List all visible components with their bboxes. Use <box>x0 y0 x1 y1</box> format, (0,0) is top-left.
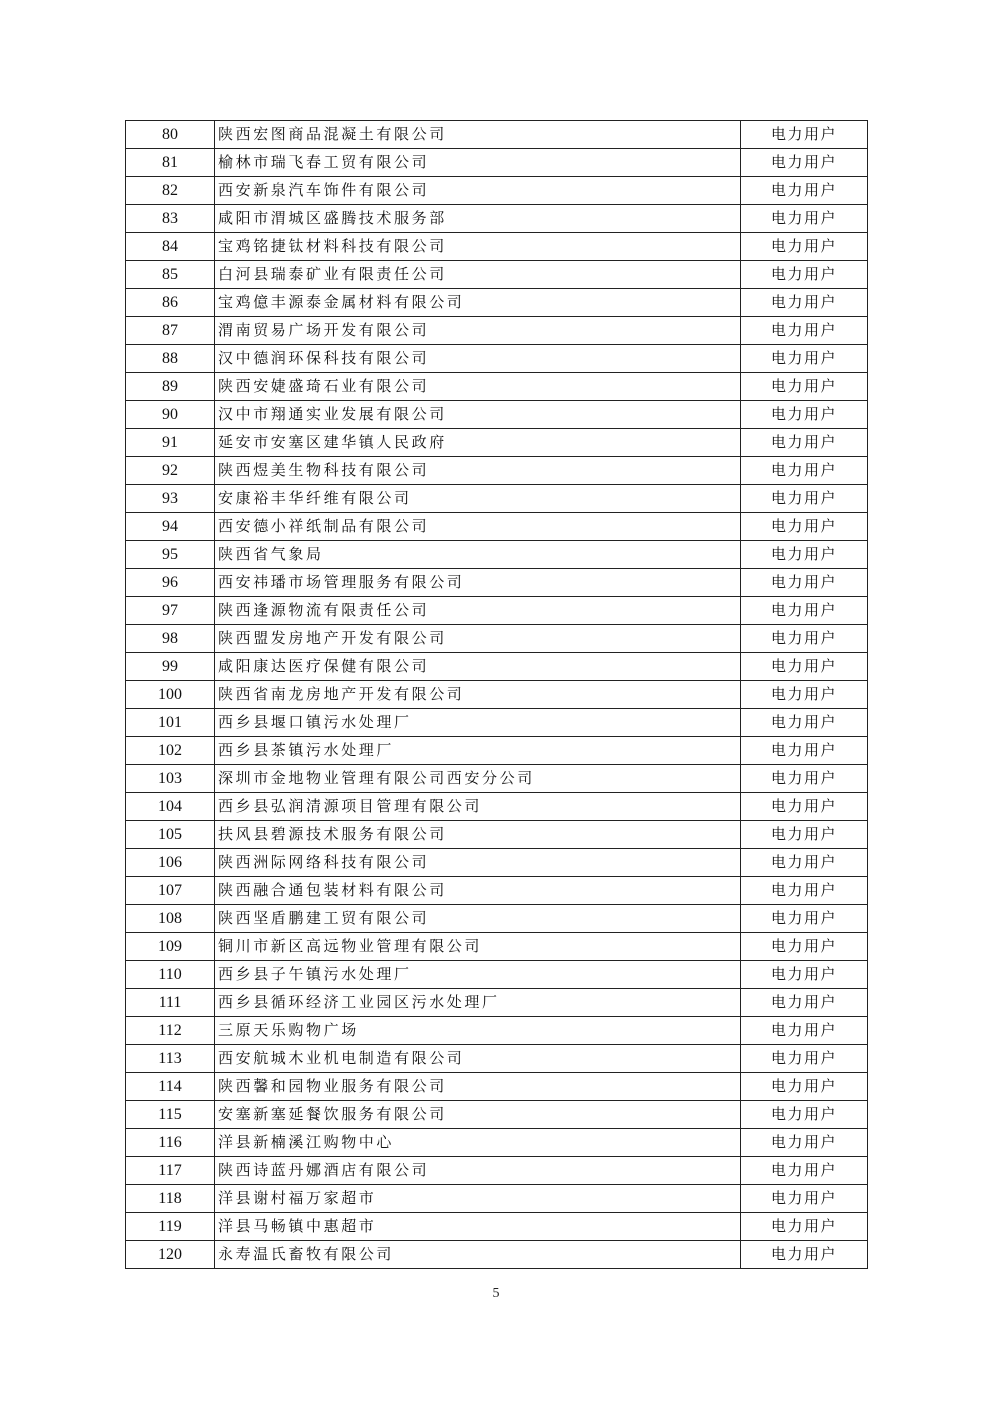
row-number-cell: 98 <box>126 625 215 653</box>
company-name-cell: 汉中市翔通实业发展有限公司 <box>215 401 741 429</box>
user-type-cell: 电力用户 <box>741 569 868 597</box>
row-number-cell: 90 <box>126 401 215 429</box>
user-type-cell: 电力用户 <box>741 121 868 149</box>
row-number-cell: 113 <box>126 1045 215 1073</box>
user-type-cell: 电力用户 <box>741 1157 868 1185</box>
row-number-cell: 86 <box>126 289 215 317</box>
row-number-cell: 83 <box>126 205 215 233</box>
company-name-cell: 安康裕丰华纤维有限公司 <box>215 485 741 513</box>
user-type-cell: 电力用户 <box>741 261 868 289</box>
table-row <box>126 933 868 961</box>
row-number-cell: 85 <box>126 261 215 289</box>
company-name-cell: 陕西煜美生物科技有限公司 <box>215 457 741 485</box>
table-row <box>126 569 868 597</box>
user-type-cell: 电力用户 <box>741 989 868 1017</box>
company-name-cell: 永寿温氏畜牧有限公司 <box>215 1241 741 1269</box>
user-type-cell: 电力用户 <box>741 373 868 401</box>
user-type-cell: 电力用户 <box>741 457 868 485</box>
table-row <box>126 1241 868 1269</box>
row-number-cell: 106 <box>126 849 215 877</box>
company-name-cell: 咸阳康达医疗保健有限公司 <box>215 653 741 681</box>
row-number-cell: 87 <box>126 317 215 345</box>
table-row <box>126 681 868 709</box>
company-name-cell: 白河县瑞泰矿业有限责任公司 <box>215 261 741 289</box>
user-type-cell: 电力用户 <box>741 345 868 373</box>
table-row <box>126 513 868 541</box>
company-name-cell: 宝鸡億丰源泰金属材料有限公司 <box>215 289 741 317</box>
user-type-cell: 电力用户 <box>741 653 868 681</box>
table-row <box>126 373 868 401</box>
table-row <box>126 793 868 821</box>
company-name-cell: 咸阳市渭城区盛腾技术服务部 <box>215 205 741 233</box>
user-type-cell: 电力用户 <box>741 149 868 177</box>
row-number-cell: 94 <box>126 513 215 541</box>
row-number-cell: 114 <box>126 1073 215 1101</box>
table-row <box>126 849 868 877</box>
table-row <box>126 597 868 625</box>
table-row <box>126 1129 868 1157</box>
table-row <box>126 345 868 373</box>
user-type-cell: 电力用户 <box>741 933 868 961</box>
table-row <box>126 317 868 345</box>
table-row <box>126 653 868 681</box>
company-name-cell: 西安新泉汽车饰件有限公司 <box>215 177 741 205</box>
company-name-cell: 西乡县堰口镇污水处理厂 <box>215 709 741 737</box>
user-type-cell: 电力用户 <box>741 849 868 877</box>
table-row <box>126 485 868 513</box>
row-number-cell: 107 <box>126 877 215 905</box>
table-row <box>126 121 868 149</box>
table-row <box>126 205 868 233</box>
table-row <box>126 1213 868 1241</box>
row-number-cell: 92 <box>126 457 215 485</box>
row-number-cell: 101 <box>126 709 215 737</box>
row-number-cell: 104 <box>126 793 215 821</box>
company-name-cell: 汉中德润环保科技有限公司 <box>215 345 741 373</box>
company-name-cell: 陕西宏图商品混凝土有限公司 <box>215 121 741 149</box>
row-number-cell: 109 <box>126 933 215 961</box>
company-list-table <box>125 120 868 1269</box>
table-row <box>126 877 868 905</box>
company-name-cell: 洋县马畅镇中惠超市 <box>215 1213 741 1241</box>
company-name-cell: 西乡县子午镇污水处理厂 <box>215 961 741 989</box>
table-row <box>126 401 868 429</box>
row-number-cell: 115 <box>126 1101 215 1129</box>
table-body <box>126 121 868 1269</box>
row-number-cell: 108 <box>126 905 215 933</box>
table-row <box>126 1017 868 1045</box>
table-row <box>126 1101 868 1129</box>
table-row <box>126 989 868 1017</box>
company-name-cell: 洋县谢村福万家超市 <box>215 1185 741 1213</box>
user-type-cell: 电力用户 <box>741 401 868 429</box>
row-number-cell: 99 <box>126 653 215 681</box>
table-row <box>126 905 868 933</box>
row-number-cell: 96 <box>126 569 215 597</box>
user-type-cell: 电力用户 <box>741 429 868 457</box>
user-type-cell: 电力用户 <box>741 1073 868 1101</box>
company-name-cell: 陕西省南龙房地产开发有限公司 <box>215 681 741 709</box>
table-row <box>126 233 868 261</box>
company-name-cell: 陕西馨和园物业服务有限公司 <box>215 1073 741 1101</box>
row-number-cell: 100 <box>126 681 215 709</box>
company-name-cell: 铜川市新区高远物业管理有限公司 <box>215 933 741 961</box>
company-name-cell: 陕西盟发房地产开发有限公司 <box>215 625 741 653</box>
company-name-cell: 陕西省气象局 <box>215 541 741 569</box>
user-type-cell: 电力用户 <box>741 1213 868 1241</box>
row-number-cell: 111 <box>126 989 215 1017</box>
row-number-cell: 97 <box>126 597 215 625</box>
user-type-cell: 电力用户 <box>741 1129 868 1157</box>
table-row <box>126 149 868 177</box>
table-row <box>126 709 868 737</box>
user-type-cell: 电力用户 <box>741 905 868 933</box>
table-row <box>126 261 868 289</box>
row-number-cell: 110 <box>126 961 215 989</box>
table-row <box>126 1185 868 1213</box>
company-name-cell: 西安德小祥纸制品有限公司 <box>215 513 741 541</box>
table-row <box>126 821 868 849</box>
user-type-cell: 电力用户 <box>741 1101 868 1129</box>
user-type-cell: 电力用户 <box>741 821 868 849</box>
user-type-cell: 电力用户 <box>741 765 868 793</box>
company-name-cell: 陕西逢源物流有限责任公司 <box>215 597 741 625</box>
table-row <box>126 289 868 317</box>
user-type-cell: 电力用户 <box>741 1241 868 1269</box>
company-name-cell: 榆林市瑞飞春工贸有限公司 <box>215 149 741 177</box>
user-type-cell: 电力用户 <box>741 513 868 541</box>
row-number-cell: 119 <box>126 1213 215 1241</box>
company-name-cell: 西安航城木业机电制造有限公司 <box>215 1045 741 1073</box>
company-name-cell: 西乡县弘润清源项目管理有限公司 <box>215 793 741 821</box>
table-row <box>126 1073 868 1101</box>
company-name-cell: 三原天乐购物广场 <box>215 1017 741 1045</box>
company-name-cell: 渭南贸易广场开发有限公司 <box>215 317 741 345</box>
user-type-cell: 电力用户 <box>741 1185 868 1213</box>
table-row <box>126 1157 868 1185</box>
table-row <box>126 961 868 989</box>
table-row <box>126 429 868 457</box>
row-number-cell: 91 <box>126 429 215 457</box>
user-type-cell: 电力用户 <box>741 597 868 625</box>
row-number-cell: 117 <box>126 1157 215 1185</box>
row-number-cell: 88 <box>126 345 215 373</box>
company-name-cell: 洋县新楠溪江购物中心 <box>215 1129 741 1157</box>
user-type-cell: 电力用户 <box>741 793 868 821</box>
company-name-cell: 宝鸡铭捷钛材料科技有限公司 <box>215 233 741 261</box>
user-type-cell: 电力用户 <box>741 877 868 905</box>
company-name-cell: 延安市安塞区建华镇人民政府 <box>215 429 741 457</box>
row-number-cell: 89 <box>126 373 215 401</box>
row-number-cell: 95 <box>126 541 215 569</box>
row-number-cell: 80 <box>126 121 215 149</box>
company-name-cell: 陕西诗蓝丹娜酒店有限公司 <box>215 1157 741 1185</box>
row-number-cell: 82 <box>126 177 215 205</box>
user-type-cell: 电力用户 <box>741 289 868 317</box>
user-type-cell: 电力用户 <box>741 177 868 205</box>
company-name-cell: 深圳市金地物业管理有限公司西安分公司 <box>215 765 741 793</box>
row-number-cell: 116 <box>126 1129 215 1157</box>
row-number-cell: 93 <box>126 485 215 513</box>
user-type-cell: 电力用户 <box>741 485 868 513</box>
row-number-cell: 118 <box>126 1185 215 1213</box>
row-number-cell: 112 <box>126 1017 215 1045</box>
table-row <box>126 457 868 485</box>
company-name-cell: 陕西坚盾鹏建工贸有限公司 <box>215 905 741 933</box>
table-row <box>126 1045 868 1073</box>
company-name-cell: 陕西融合通包装材料有限公司 <box>215 877 741 905</box>
table-row <box>126 541 868 569</box>
user-type-cell: 电力用户 <box>741 233 868 261</box>
user-type-cell: 电力用户 <box>741 737 868 765</box>
user-type-cell: 电力用户 <box>741 681 868 709</box>
table-row <box>126 625 868 653</box>
table-row <box>126 177 868 205</box>
company-name-cell: 西乡县茶镇污水处理厂 <box>215 737 741 765</box>
user-type-cell: 电力用户 <box>741 1017 868 1045</box>
user-type-cell: 电力用户 <box>741 205 868 233</box>
user-type-cell: 电力用户 <box>741 709 868 737</box>
user-type-cell: 电力用户 <box>741 961 868 989</box>
user-type-cell: 电力用户 <box>741 541 868 569</box>
company-name-cell: 安塞新塞延餐饮服务有限公司 <box>215 1101 741 1129</box>
user-type-cell: 电力用户 <box>741 1045 868 1073</box>
row-number-cell: 105 <box>126 821 215 849</box>
row-number-cell: 103 <box>126 765 215 793</box>
company-name-cell: 西乡县循环经济工业园区污水处理厂 <box>215 989 741 1017</box>
user-type-cell: 电力用户 <box>741 625 868 653</box>
row-number-cell: 81 <box>126 149 215 177</box>
page-number: 5 <box>492 1286 500 1301</box>
row-number-cell: 102 <box>126 737 215 765</box>
table-row <box>126 737 868 765</box>
user-type-cell: 电力用户 <box>741 317 868 345</box>
row-number-cell: 84 <box>126 233 215 261</box>
company-name-cell: 陕西洲际网络科技有限公司 <box>215 849 741 877</box>
table-row <box>126 765 868 793</box>
company-name-cell: 扶风县碧源技术服务有限公司 <box>215 821 741 849</box>
company-name-cell: 陕西安婕盛琦石业有限公司 <box>215 373 741 401</box>
company-name-cell: 西安祎璠市场管理服务有限公司 <box>215 569 741 597</box>
row-number-cell: 120 <box>126 1241 215 1269</box>
